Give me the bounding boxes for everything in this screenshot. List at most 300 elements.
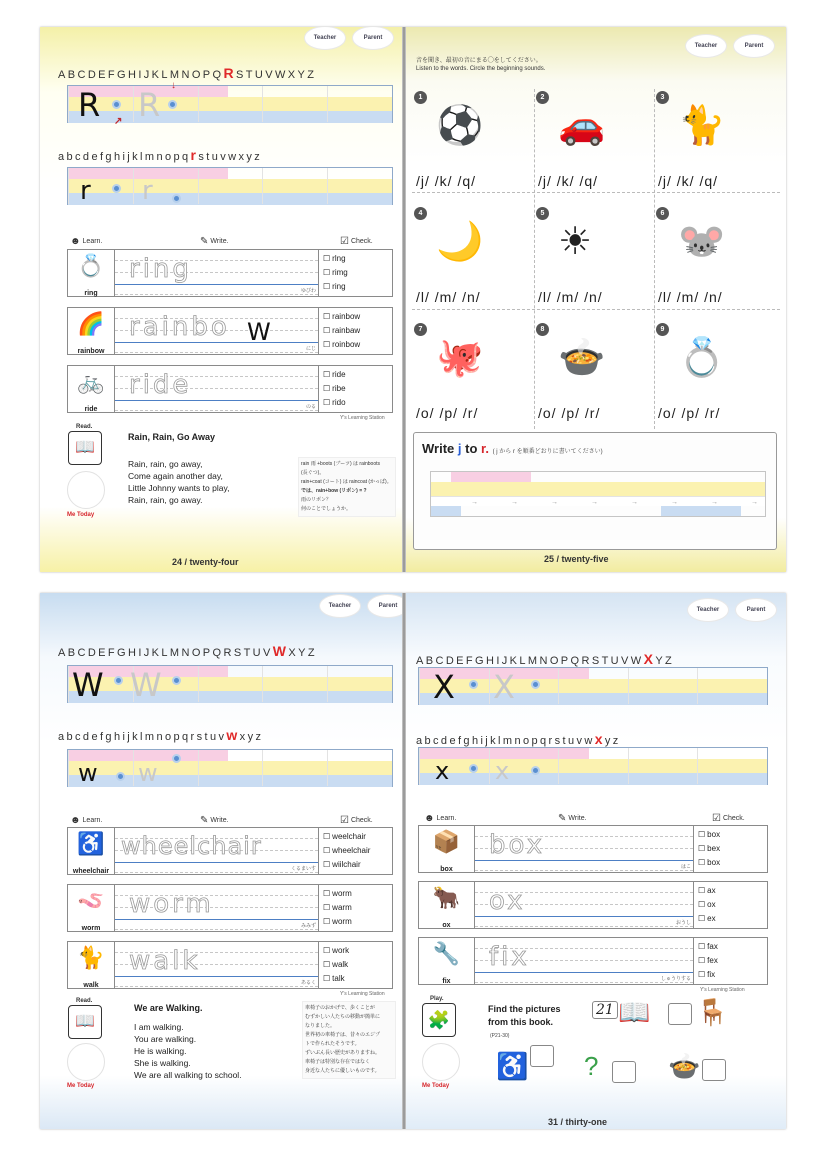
- poem-line: Come again another day,: [128, 471, 223, 481]
- uppercase-alphabet: [58, 643, 317, 659]
- answer-box[interactable]: [612, 1061, 636, 1083]
- poem-line: He is walking.: [134, 1046, 187, 1056]
- poem-line: You are walking.: [134, 1034, 197, 1044]
- start-dot-icon: [172, 754, 181, 763]
- ring-icon: 💍: [77, 253, 105, 278]
- uppercase-tracing-lines: [67, 80, 393, 127]
- alphabet-after: stuvwxyz: [198, 151, 263, 163]
- tracing-area[interactable]: [115, 942, 318, 988]
- sound-choices[interactable]: /j/ /k/ /q/: [538, 173, 599, 189]
- arrow-icon: →: [551, 499, 558, 506]
- badge-group: [686, 35, 774, 57]
- start-dot-icon: [172, 676, 181, 685]
- option[interactable]: ☐ bex: [698, 842, 763, 856]
- publisher-credit: Y's Learning Station: [340, 991, 385, 997]
- lowercase-tracing-lines: [67, 167, 393, 205]
- culture-note: [302, 1001, 396, 1079]
- option[interactable]: ☐ fix: [698, 968, 763, 982]
- open-book-icon: 📖: [618, 997, 651, 1027]
- word-row-ring: [67, 249, 393, 297]
- fix-car-icon: 🔧: [432, 941, 461, 966]
- sound-item-6: [654, 205, 773, 315]
- reading-person-icon: 📖: [68, 1005, 102, 1039]
- sound-choices[interactable]: /l/ /m/ /n/: [538, 289, 603, 305]
- self-rating-circle[interactable]: [67, 1043, 105, 1081]
- ox-icon: 🐂: [432, 885, 461, 910]
- tracing-area[interactable]: [115, 308, 318, 354]
- page-25: [406, 27, 786, 572]
- option[interactable]: ☐ weelchair: [323, 830, 388, 844]
- word-row-ride: [67, 365, 393, 413]
- sound-choices[interactable]: /o/ /p/ /r/: [416, 405, 479, 421]
- lowercase-tracing-lines: [67, 749, 393, 787]
- alphabet-before: ABCDEFGHIJKLMNOPQ: [58, 69, 224, 81]
- alphabet-after: STUVWXYZ: [236, 69, 317, 81]
- start-dot-icon: [168, 100, 177, 109]
- note-line: 車椅子は特別な存在ではなく: [305, 1059, 371, 1065]
- item-number: 3: [656, 91, 669, 104]
- option[interactable]: ☐ wiilchair: [323, 858, 388, 872]
- note-line: 世界初の車椅子は、昔々のエジプ: [305, 1032, 381, 1038]
- answer-box[interactable]: [668, 1003, 692, 1025]
- rainbow-icon: 🌈: [77, 311, 105, 336]
- check-label: Check.: [350, 817, 373, 824]
- option[interactable]: ☐ worm: [323, 887, 388, 901]
- option[interactable]: ☐ talk: [323, 972, 388, 986]
- word-caption: ox: [442, 922, 451, 929]
- teacher-badge: Teacher: [320, 595, 360, 617]
- box-icon: 📦: [432, 829, 461, 854]
- sound-item-8: [534, 321, 653, 431]
- page-number: 25 / twenty-five: [544, 554, 609, 564]
- trace-letter: r: [142, 176, 153, 206]
- arrow-icon: →: [671, 499, 678, 506]
- trace-letter: w: [138, 759, 158, 787]
- tracing-area[interactable]: [475, 826, 693, 872]
- cat-jump-icon: 🐈: [678, 105, 726, 147]
- option[interactable]: ☐ work: [323, 944, 388, 958]
- note-line: トで作られたそうです。: [305, 1041, 360, 1047]
- start-dot-icon: [531, 680, 540, 689]
- teacher-badge: Teacher: [688, 599, 728, 621]
- learn-label: Learn.: [82, 817, 103, 824]
- check-options[interactable]: [318, 308, 392, 354]
- item-number: 6: [656, 207, 669, 220]
- word-row-walk: [67, 941, 393, 989]
- option[interactable]: ☐ rlng: [323, 252, 388, 266]
- word-caption: wheelchair: [72, 868, 110, 875]
- moon-icon: 🌙: [436, 221, 484, 263]
- badge-group: [688, 599, 776, 621]
- trace-word: ride: [129, 370, 192, 400]
- option[interactable]: ☐ box: [698, 828, 763, 842]
- sound-item-1: [412, 89, 531, 199]
- check-header: [340, 815, 373, 826]
- word-caption: box: [440, 866, 453, 873]
- note-line: 雨のリボン？: [301, 497, 332, 503]
- word-picture: [68, 366, 115, 412]
- badge-group: [320, 595, 402, 617]
- parent-badge: Parent: [736, 599, 776, 621]
- word-picture: [68, 308, 115, 354]
- self-rating-circle[interactable]: [67, 471, 105, 509]
- trace-word: fix: [489, 942, 530, 972]
- option[interactable]: ☐ ex: [698, 912, 763, 926]
- option[interactable]: ☐ walk: [323, 958, 388, 972]
- me-today-label: Me Today: [67, 512, 95, 518]
- reading-person-icon: 📖: [68, 431, 102, 465]
- poem-line: Rain, rain, go away,: [128, 459, 203, 469]
- japanese-gloss: みみず: [300, 923, 316, 929]
- japanese-gloss: くるまいす: [290, 866, 316, 872]
- word-caption: ring: [84, 290, 98, 297]
- page-answer-21: 21: [592, 1001, 618, 1019]
- answer-box[interactable]: [530, 1045, 554, 1067]
- start-letter: j: [457, 441, 462, 456]
- page-range: (P21-30): [490, 1033, 510, 1039]
- write-title: [422, 441, 603, 456]
- cat-walk-icon: 🐈: [77, 945, 105, 970]
- highlighted-letter: r: [190, 147, 199, 163]
- write-header: [558, 813, 587, 824]
- word-caption: rainbow: [77, 348, 105, 355]
- octopus-icon: 🐙: [436, 337, 484, 379]
- learn-person-icon: ☻: [70, 236, 81, 247]
- start-dot-icon: [469, 764, 478, 773]
- sound-item-9: [654, 321, 773, 431]
- start-dot-icon: [112, 100, 121, 109]
- uppercase-alphabet: [58, 65, 316, 81]
- sun-mountain-icon: ☀: [558, 221, 593, 263]
- check-label: Check.: [350, 238, 373, 245]
- learn-header: [70, 815, 102, 826]
- note-line: 車椅子のおかげで、歩くことが: [305, 1005, 375, 1011]
- letter-writing-lines[interactable]: [430, 471, 766, 517]
- lowercase-alphabet: [58, 147, 262, 163]
- mouse-cat-icon: 🐭: [678, 221, 726, 263]
- poem-line: She is walking.: [134, 1058, 191, 1068]
- trace-word: walk: [129, 946, 201, 976]
- note-line: 身近な人たちに優しいものです。: [305, 1068, 380, 1074]
- lowercase-alphabet: [58, 727, 263, 743]
- check-options[interactable]: [318, 885, 392, 931]
- wheelchair-icon: ♿: [496, 1051, 529, 1081]
- arrow-icon: →: [471, 499, 478, 506]
- japanese-gloss: おうし: [675, 920, 691, 926]
- alphabet-after: yz: [604, 735, 621, 747]
- check-options[interactable]: [318, 942, 392, 988]
- spread-pages-30-31: [40, 593, 786, 1129]
- option[interactable]: ☐ ride: [323, 368, 388, 382]
- check-options[interactable]: [318, 250, 392, 296]
- alphabet-before: abcdefghijklmnopq: [58, 151, 191, 163]
- culture-note: [298, 457, 396, 517]
- start-dot-icon: [114, 676, 123, 685]
- poem-text: [134, 1021, 242, 1081]
- pencil-icon: ✎: [200, 236, 209, 247]
- learn-person-icon: ☻: [424, 813, 435, 824]
- tracing-area[interactable]: [115, 885, 318, 931]
- word-row-fix: [418, 937, 768, 985]
- sound-item-4: [412, 205, 531, 315]
- learn-person-icon: ☻: [70, 815, 81, 826]
- note-line: 何のことでしょうか。: [301, 506, 352, 512]
- checkbox-icon: ☑: [712, 813, 721, 824]
- learn-label: Learn.: [436, 815, 457, 822]
- spread-pages-24-25: [40, 27, 786, 572]
- teacher-badge: Teacher: [686, 35, 726, 57]
- write-header: [200, 236, 229, 247]
- word-caption: ride: [84, 406, 98, 413]
- item-number: 7: [414, 323, 427, 336]
- sound-item-5: [534, 205, 653, 315]
- option[interactable]: ☐ rainbaw: [323, 324, 388, 338]
- sound-item-7: [412, 321, 531, 431]
- word-picture: [419, 826, 475, 872]
- read-label: Read.: [76, 998, 93, 1004]
- write-label: Write.: [568, 815, 587, 822]
- trace-word: wheelchair: [121, 832, 262, 860]
- note-line: rain 雨 +boots (ブーツ) は rainboots: [301, 461, 380, 467]
- option[interactable]: ☐ fex: [698, 954, 763, 968]
- pot-icon: 🍲: [558, 337, 606, 379]
- check-options[interactable]: [318, 828, 392, 874]
- trace-word: worm: [129, 889, 214, 919]
- item-number: 4: [414, 207, 427, 220]
- uppercase-tracing-lines: [67, 665, 393, 703]
- write-label: Write.: [210, 238, 229, 245]
- trace-word: ring: [129, 254, 192, 284]
- option[interactable]: ☐ ribe: [323, 382, 388, 396]
- item-number: 8: [536, 323, 549, 336]
- japanese-gloss: あるく: [300, 980, 316, 986]
- start-dot-icon: [469, 680, 478, 689]
- check-header: [340, 236, 373, 247]
- japanese-gloss: のる: [305, 404, 316, 410]
- table-icon: 🪑: [696, 997, 729, 1027]
- write-title-text: to: [461, 441, 482, 456]
- poem-title: We are Walking.: [134, 1003, 203, 1013]
- page-number: 31 / thirty-one: [548, 1117, 608, 1127]
- poem-line: Rain, rain, go away.: [128, 495, 203, 505]
- sound-choices[interactable]: /j/ /k/ /q/: [416, 173, 477, 189]
- lowercase-alphabet: [416, 731, 621, 747]
- item-number: 9: [656, 323, 669, 336]
- alphabet-after: xyz: [239, 731, 264, 743]
- tracing-area[interactable]: [115, 828, 318, 874]
- poem-line: I am walking.: [134, 1022, 184, 1032]
- word-picture: [68, 828, 115, 874]
- sound-item-2: [534, 89, 653, 199]
- item-number: 2: [536, 91, 549, 104]
- word-row-ox: [418, 881, 768, 929]
- sound-choices[interactable]: /j/ /k/ /q/: [658, 173, 719, 189]
- option[interactable]: ☐ box: [698, 856, 763, 870]
- alphabet-after: YZ: [655, 655, 675, 667]
- trace-word: ox: [489, 886, 526, 916]
- check-options[interactable]: [693, 882, 767, 928]
- tracing-area[interactable]: [475, 882, 693, 928]
- option[interactable]: ☐ warm: [323, 901, 388, 915]
- tracing-area[interactable]: [115, 366, 318, 412]
- poem-title: Rain, Rain, Go Away: [128, 432, 216, 442]
- highlighted-letter: X: [643, 651, 656, 667]
- note-line: (長ぐつ)。: [301, 470, 325, 476]
- option[interactable]: ☐ roinbow: [323, 338, 388, 352]
- instructions: [416, 57, 545, 73]
- sound-choices[interactable]: /o/ /p/ /r/: [538, 405, 601, 421]
- write-header: [200, 815, 229, 826]
- word-row-box: [418, 825, 768, 873]
- teacher-badge: Teacher: [305, 27, 345, 49]
- highlighted-letter: W: [272, 643, 289, 659]
- highlighted-letter: x: [594, 731, 605, 747]
- write-subtitle: ( j から r を順番どおりに書いてください): [492, 449, 603, 455]
- option[interactable]: ☐ rainbow: [323, 310, 388, 324]
- uppercase-alphabet: [416, 651, 674, 667]
- trace-word: rainbo: [129, 312, 230, 342]
- japanese-gloss: ゆびわ: [300, 288, 316, 294]
- arrow-icon: ↗: [114, 116, 123, 127]
- japanese-gloss: はこ: [680, 864, 691, 870]
- check-label: Check.: [722, 815, 745, 822]
- find-title: [488, 1003, 561, 1029]
- poem-line: Little Johnny wants to play,: [128, 483, 230, 493]
- word-caption: worm: [81, 925, 101, 932]
- play-label: Play.: [430, 996, 444, 1002]
- start-dot-icon: [531, 766, 540, 775]
- self-rating-circle[interactable]: [422, 1043, 460, 1081]
- poem-line: We are all walking to school.: [134, 1070, 242, 1080]
- pencil-icon: ✎: [200, 815, 209, 826]
- note-line: なりました。: [305, 1023, 336, 1029]
- check-options[interactable]: [693, 826, 767, 872]
- question-mark-icon: ?: [584, 1051, 599, 1081]
- japanese-gloss: にじ: [305, 346, 316, 352]
- highlighted-letter: R: [223, 65, 237, 81]
- learn-label: Learn.: [82, 238, 103, 245]
- end-letter: r.: [481, 441, 489, 456]
- alphabet-before: ABCDEFGHIJKLMNOPQRSTUVW: [416, 655, 644, 667]
- model-letter: w: [78, 759, 98, 787]
- instructions-jp: 音を聞き、最初の音にまる◯をしてください。: [416, 58, 542, 64]
- write-label: Write.: [210, 817, 229, 824]
- read-label: Read.: [76, 424, 93, 430]
- parent-badge: Parent: [734, 35, 774, 57]
- written-letter: W: [247, 318, 271, 346]
- word-picture: [68, 942, 115, 988]
- alphabet-before: ABCDEFGHIJKLMNOPQRSTUV: [58, 647, 273, 659]
- word-caption: fix: [442, 978, 451, 985]
- japanese-gloss: しゅうりする: [660, 976, 691, 982]
- cat-bicycle-icon: 🚲: [77, 369, 105, 394]
- sound-choices[interactable]: /l/ /m/ /n/: [658, 289, 723, 305]
- find-title-line: from this book.: [488, 1017, 553, 1027]
- puzzle-icon: 🧩: [422, 1003, 456, 1037]
- sound-choices[interactable]: /o/ /p/ /r/: [658, 405, 721, 421]
- start-dot-icon: [172, 194, 181, 203]
- tracing-area[interactable]: [475, 938, 693, 984]
- publisher-credit: Y's Learning Station: [340, 415, 385, 421]
- poem-text: [128, 458, 229, 506]
- item-number: 1: [414, 91, 427, 104]
- pot-icon: 🍲: [668, 1051, 701, 1081]
- option[interactable]: ☐ ax: [698, 884, 763, 898]
- answer-box[interactable]: [702, 1059, 726, 1081]
- model-letter: x: [435, 757, 450, 785]
- page-31: [406, 593, 786, 1129]
- trace-letter: W: [130, 666, 162, 704]
- option[interactable]: ☐ ring: [323, 280, 388, 294]
- arrow-icon: →: [511, 499, 518, 506]
- lowercase-tracing-lines: [418, 747, 768, 785]
- alphabet-before: abcdefghijklmnopqrstuvw: [416, 735, 595, 747]
- learn-header: [70, 236, 102, 247]
- model-letter: r: [80, 176, 91, 206]
- parent-badge: Parent: [368, 595, 402, 617]
- option[interactable]: ☐ wheelchair: [323, 844, 388, 858]
- tracing-area[interactable]: [115, 250, 318, 296]
- wheelchair-icon: ♿: [77, 831, 105, 856]
- arrow-icon: →: [591, 499, 598, 506]
- option[interactable]: ☐ rido: [323, 396, 388, 410]
- page-24: [40, 27, 402, 572]
- option[interactable]: ☐ worm: [323, 915, 388, 929]
- word-row-wheelchair: [67, 827, 393, 875]
- page-number: 24 / twenty-four: [172, 557, 239, 567]
- soccer-ball-icon: ⚽: [436, 105, 484, 147]
- word-row-worm: [67, 884, 393, 932]
- parent-badge: Parent: [353, 27, 393, 49]
- alphabet-before: abcdefghijklmnopqrstuv: [58, 731, 227, 743]
- arrow-icon: ↓: [171, 80, 176, 91]
- option[interactable]: ☐ ox: [698, 898, 763, 912]
- sound-choices[interactable]: /l/ /m/ /n/: [416, 289, 481, 305]
- alphabet-after: XYZ: [288, 647, 317, 659]
- write-title-text: Write: [422, 441, 458, 456]
- note-line: rain+coat (コート) は raincoat (かっぱ)。: [301, 479, 392, 485]
- ring-icon: 💍: [678, 337, 726, 379]
- learn-header: [424, 813, 456, 824]
- option[interactable]: ☐ rimg: [323, 266, 388, 280]
- pencil-icon: ✎: [558, 813, 567, 824]
- check-options[interactable]: [318, 366, 392, 412]
- model-letter: R: [78, 86, 101, 124]
- start-dot-icon: [112, 184, 121, 193]
- me-today-label: Me Today: [67, 1083, 95, 1089]
- checkbox-icon: ☑: [340, 236, 349, 247]
- option[interactable]: ☐ fax: [698, 940, 763, 954]
- word-picture: [68, 250, 115, 296]
- arrow-icon: →: [631, 499, 638, 506]
- model-letter: W: [72, 666, 104, 704]
- start-dot-icon: [116, 772, 125, 781]
- word-picture: [419, 938, 475, 984]
- publisher-credit: Y's Learning Station: [700, 987, 745, 993]
- check-options[interactable]: [693, 938, 767, 984]
- item-number: 5: [536, 207, 549, 220]
- note-line: ずいぶん長い歴史がありますね。: [305, 1050, 381, 1056]
- word-picture: [68, 885, 115, 931]
- sound-item-3: [654, 89, 773, 199]
- me-today-label: Me Today: [422, 1083, 450, 1089]
- arrow-icon: →: [711, 499, 718, 506]
- trace-word: box: [489, 830, 545, 860]
- worm-icon: 🪱: [77, 888, 105, 913]
- cat-car-icon: 🚗: [558, 105, 606, 147]
- word-caption: walk: [83, 982, 99, 989]
- word-picture: [419, 882, 475, 928]
